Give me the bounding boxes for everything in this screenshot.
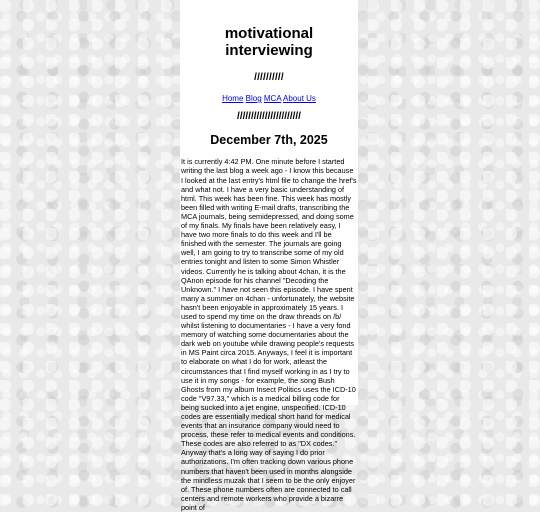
post-date: December 7th, 2025 bbox=[210, 133, 328, 147]
nav-link-home[interactable]: Home bbox=[222, 94, 244, 103]
post-body: It is currently 4:42 PM. One minute before I started writing the last blog a week ago - I know this because I looked at the last entry's html file to change the href's and what not. I have a very basic understanding of html. This week has been fine. This week has mostly been filled with writing E-mail drafts, transcribing the MCA journals, being semidepressed, and doing some of my finals. My finals have been relatively easy, I have two more finals to do this week and I'll be finished with the semester. The journals are going well, I am going to try to transcribe some of my old entries tonight and listen to some Simon Whistler videos. Currently he is talking about 4chan, it is the QAnon episode for his channel "Decoding the Unknown." I have not seen this episode. I have spent many a summer on 4chan - unfortunately, the website hasn't been enjoyable in approximately 15 years. I used to spend my time on the draw threads on /b/ whilst listening to documentaries - I have a very fond memory of watching some documentaries about the dark web on youtube while drawing people's requests in MS Paint circa 2015. Anyways, I feel it is important to elaborate on what I do for work, atleast the circumstances that I find myself working in as I try to use it in my songs - for example, the song Bush Ghosts from my album Insect Politics uses the ICD-10 code "V97.33," which is a medical billing code for being sucked into a jet engine, unspecified. ICD-10 codes are essentially medical short hand for medical events that an insurance company would need to process, these refer to medical events and conditions. These codes are also referred to as "DX codes." Anyway that's a long way of saying I do prior authorizations. I'm often tracking down various phone numbers that haven't been used in months alongside the mindless muzak that I seem to be the only enjoyer of. These phone numbers often are connected to call centers and remote workers who provide a bizarre point of bbox=[181, 157, 357, 512]
nav-divider: /////////////////////// bbox=[237, 111, 301, 122]
site-title: motivational interviewing bbox=[224, 25, 314, 59]
nav-link-about-us[interactable]: About Us bbox=[283, 94, 316, 103]
nav-link-blog[interactable]: Blog bbox=[245, 94, 262, 103]
nav-link-mca[interactable]: MCA bbox=[263, 94, 282, 103]
main-nav bbox=[180, 94, 358, 103]
content-column bbox=[180, 0, 358, 512]
title-divider: ////////// bbox=[254, 72, 284, 83]
